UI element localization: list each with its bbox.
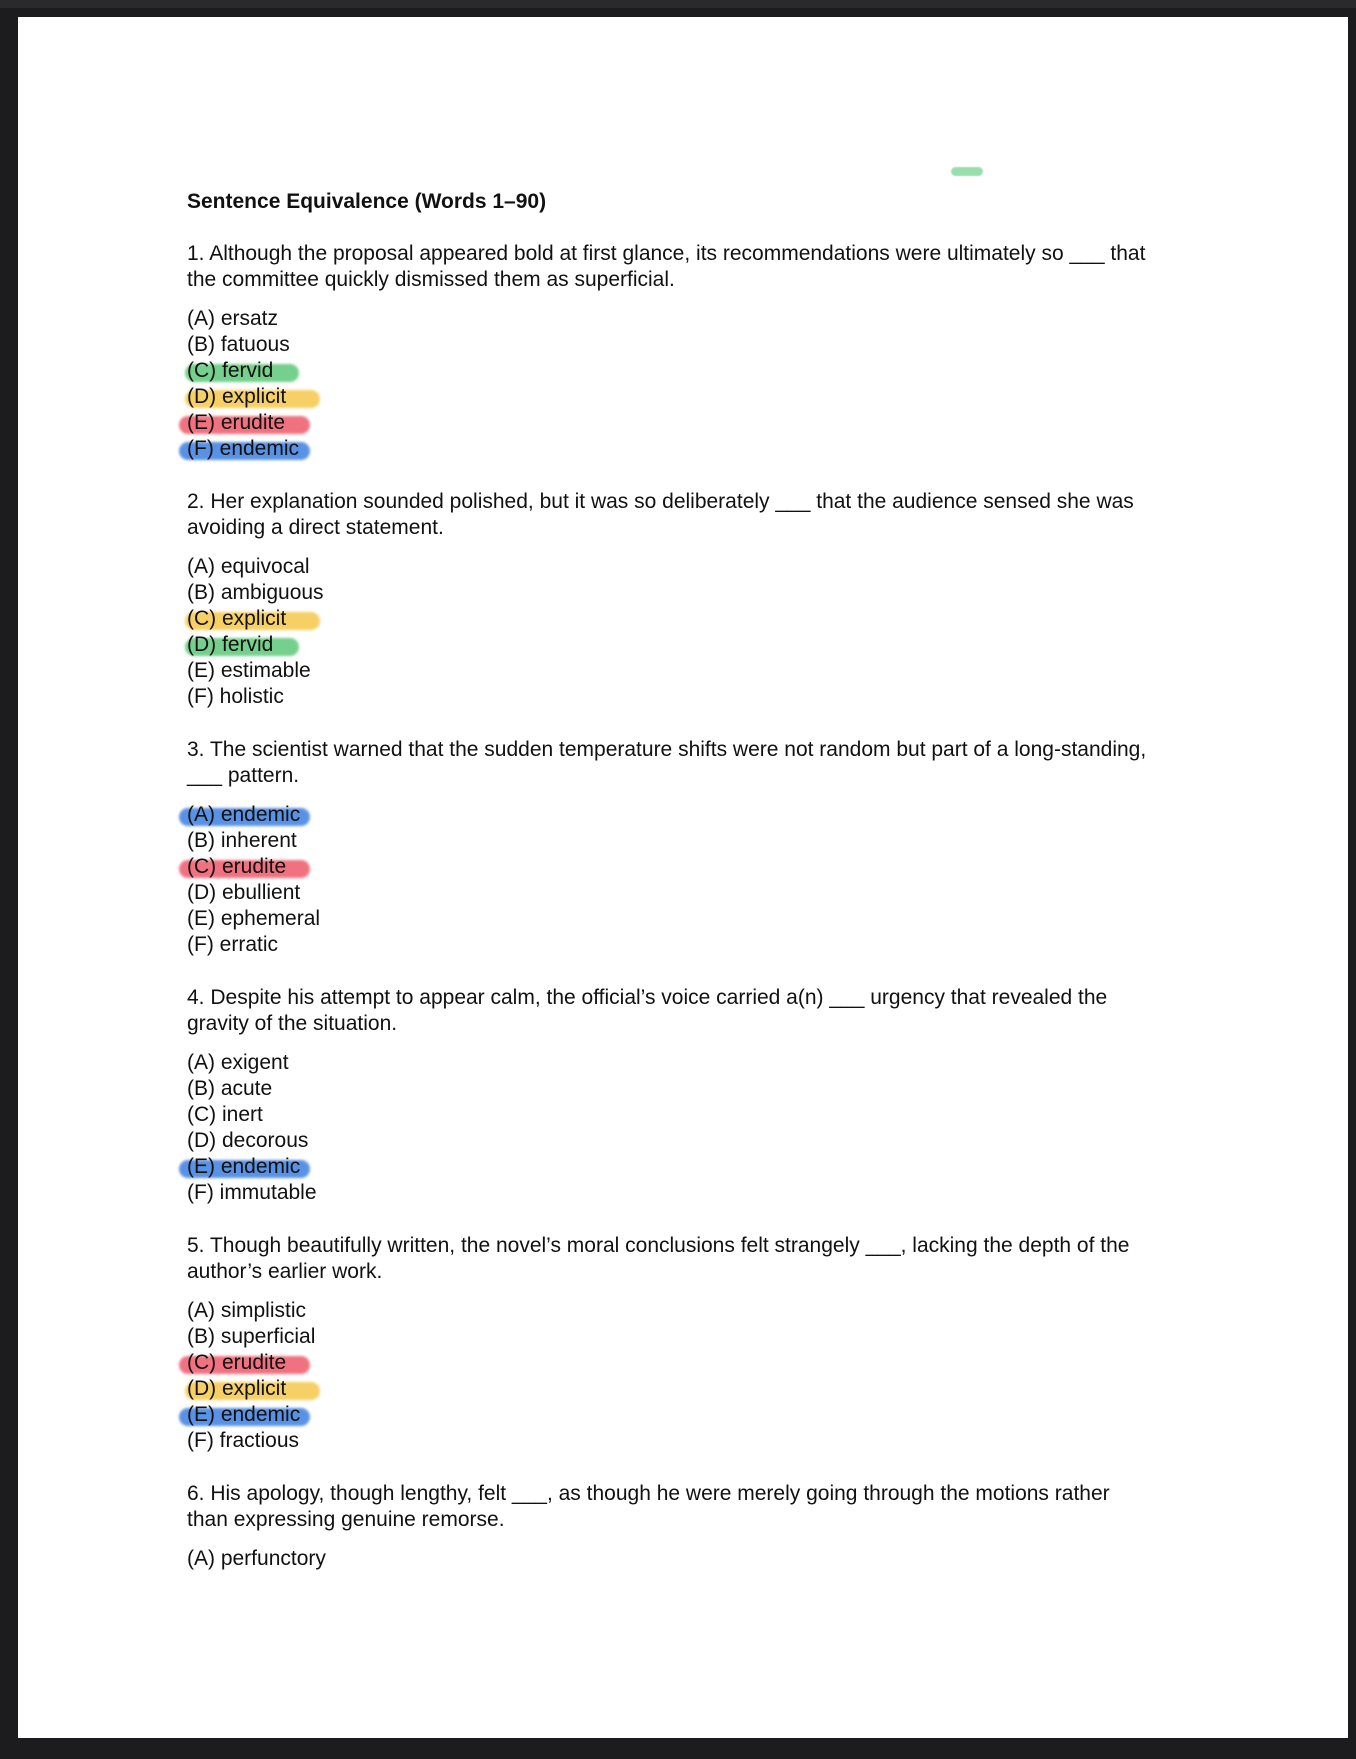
question-text-line: 4. Despite his attempt to appear calm, the official’s voice carried a(n) ___ urgency that revealed the	[187, 986, 1108, 1009]
answer-option[interactable]	[187, 658, 1207, 684]
answer-option-label: (D) fervid	[187, 633, 274, 656]
page-title: Sentence Equivalence (Words 1–90)	[187, 190, 547, 213]
answer-option[interactable]	[187, 906, 1207, 932]
answer-option-label: (B) inherent	[187, 829, 297, 852]
question-4	[187, 985, 1207, 1206]
question-text-line: author’s earlier work.	[187, 1260, 383, 1283]
answer-option-label: (F) immutable	[187, 1181, 317, 1204]
answer-option-label: (E) endemic	[187, 1403, 301, 1426]
document-page	[18, 17, 1348, 1738]
answer-options	[187, 802, 1207, 958]
answer-options	[187, 1298, 1207, 1454]
answer-option-label: (A) perfunctory	[187, 1547, 326, 1570]
answer-option[interactable]	[187, 684, 1207, 710]
answer-option[interactable]	[187, 580, 1207, 606]
answer-option-label: (E) ephemeral	[187, 907, 321, 930]
answer-option[interactable]	[187, 932, 1207, 958]
question-text	[187, 489, 1207, 541]
answer-option-label: (E) estimable	[187, 659, 311, 682]
question-text-line: 6. His apology, though lengthy, felt ___, as though he were merely going through the motions rather	[187, 1482, 1110, 1505]
question-text-line: than expressing genuine remorse.	[187, 1508, 505, 1531]
answer-option[interactable]	[187, 306, 1207, 332]
question-text-line: avoiding a direct statement.	[187, 516, 444, 539]
answer-option[interactable]	[187, 1546, 1207, 1572]
question-1	[187, 241, 1207, 462]
answer-option[interactable]	[187, 1102, 1207, 1128]
answer-option-label: (A) simplistic	[187, 1299, 306, 1322]
question-2	[187, 489, 1207, 710]
answer-option-label: (A) equivocal	[187, 555, 310, 578]
question-text-line: 2. Her explanation sounded polished, but it was so deliberately ___ that the audience sensed she was	[187, 490, 1134, 513]
answer-options	[187, 306, 1207, 462]
viewer-top-bar	[0, 0, 1356, 8]
answer-option[interactable]	[187, 410, 1207, 436]
question-5	[187, 1233, 1207, 1454]
answer-option[interactable]	[187, 854, 1207, 880]
question-text	[187, 241, 1207, 293]
answer-option[interactable]	[187, 554, 1207, 580]
answer-option-label: (B) ambiguous	[187, 581, 324, 604]
answer-option-label: (E) erudite	[187, 411, 286, 434]
answer-option[interactable]	[187, 1324, 1207, 1350]
answer-option[interactable]	[187, 802, 1207, 828]
answer-option[interactable]	[187, 1180, 1207, 1206]
answer-option[interactable]	[187, 1076, 1207, 1102]
question-text-line: gravity of the situation.	[187, 1012, 398, 1035]
answer-option-label: (C) inert	[187, 1103, 263, 1126]
question-text	[187, 1233, 1207, 1285]
answer-option-label: (A) exigent	[187, 1051, 289, 1074]
answer-option[interactable]	[187, 1128, 1207, 1154]
answer-option[interactable]	[187, 1428, 1207, 1454]
answer-option-label: (C) erudite	[187, 855, 287, 878]
question-text-line: 1. Although the proposal appeared bold at first glance, its recommendations were ultimately so ___ that	[187, 242, 1146, 265]
answer-option[interactable]	[187, 332, 1207, 358]
answer-option-label: (D) explicit	[187, 385, 287, 408]
question-text	[187, 985, 1207, 1037]
question-6	[187, 1481, 1207, 1572]
answer-option[interactable]	[187, 606, 1207, 632]
answer-option-label: (F) erratic	[187, 933, 278, 956]
answer-option-label: (E) endemic	[187, 1155, 301, 1178]
answer-option-label: (A) ersatz	[187, 307, 279, 330]
answer-option[interactable]	[187, 828, 1207, 854]
answer-options	[187, 554, 1207, 710]
question-3	[187, 737, 1207, 958]
answer-option[interactable]	[187, 1050, 1207, 1076]
answer-option-label: (F) endemic	[187, 437, 300, 460]
answer-option-label: (D) explicit	[187, 1377, 287, 1400]
answer-option[interactable]	[187, 1350, 1207, 1376]
question-text-line: 5. Though beautifully written, the novel’s moral conclusions felt strangely ___, lacking the depth of the	[187, 1234, 1130, 1257]
answer-option[interactable]	[187, 1376, 1207, 1402]
answer-option-label: (F) fractious	[187, 1429, 300, 1452]
answer-option-label: (D) ebullient	[187, 881, 301, 904]
answer-option-label: (B) superficial	[187, 1325, 316, 1348]
answer-option-label: (F) holistic	[187, 685, 284, 708]
answer-option[interactable]	[187, 1154, 1207, 1180]
question-text-line: ___ pattern.	[187, 764, 300, 787]
question-text-line: 3. The scientist warned that the sudden temperature shifts were not random but part of a long-standing,	[187, 738, 1147, 761]
answer-option[interactable]	[187, 436, 1207, 462]
question-text	[187, 737, 1207, 789]
answer-options	[187, 1050, 1207, 1206]
question-text	[187, 1481, 1207, 1533]
answer-option-label: (C) fervid	[187, 359, 274, 382]
answer-option-label: (A) endemic	[187, 803, 301, 826]
answer-option-label: (B) acute	[187, 1077, 273, 1100]
answer-option[interactable]	[187, 358, 1207, 384]
answer-option-label: (C) erudite	[187, 1351, 287, 1374]
answer-option[interactable]	[187, 384, 1207, 410]
answer-option[interactable]	[187, 1298, 1207, 1324]
answer-option-label: (D) decorous	[187, 1129, 309, 1152]
answer-option[interactable]	[187, 632, 1207, 658]
answer-option[interactable]	[187, 1402, 1207, 1428]
answer-options	[187, 1546, 1207, 1572]
answer-option-label: (B) fatuous	[187, 333, 290, 356]
answer-option-label: (C) explicit	[187, 607, 287, 630]
green-pen-mark	[951, 167, 983, 176]
answer-option[interactable]	[187, 880, 1207, 906]
question-text-line: the committee quickly dismissed them as superficial.	[187, 268, 675, 291]
